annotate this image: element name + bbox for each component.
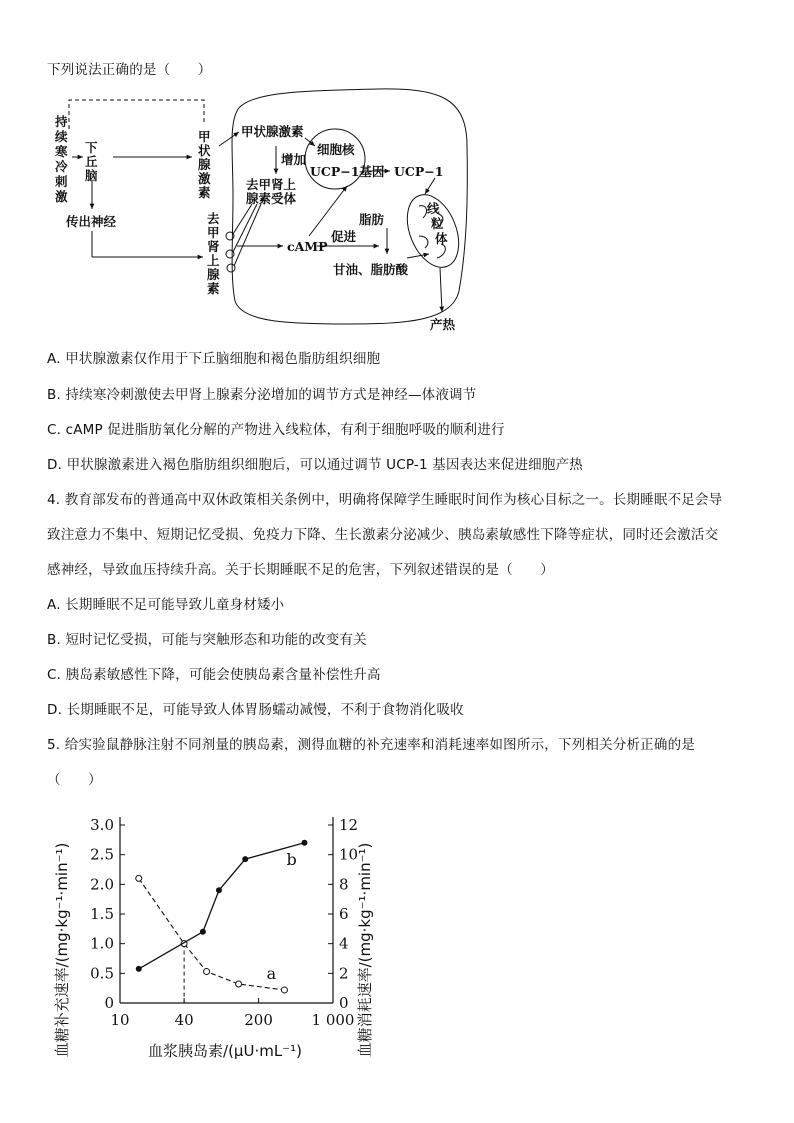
- thyroid-hormone-char: 状: [198, 143, 211, 158]
- stimulus-char: 续: [55, 129, 68, 144]
- q4-stem-line: 感神经，导致血压持续升高。关于长期睡眠不足的危害，下列叙述错误的是（ ）: [47, 562, 554, 578]
- q5-stem-line: （ ）: [47, 772, 102, 788]
- series-b-point: [216, 887, 222, 893]
- y2-tick-label: 6: [339, 905, 349, 923]
- mito-char: 线: [427, 201, 440, 216]
- q3-option-d: D. 甲状腺激素进入褐色脂肪组织细胞后，可以通过调节 UCP-1 基因表达来促进细胞产热: [47, 457, 583, 473]
- y2-tick-label: 0: [339, 994, 349, 1012]
- nucleus: [305, 129, 365, 189]
- norepinephrine-char: 去: [207, 211, 220, 226]
- stimulus-char: 激: [55, 189, 68, 204]
- series-a-point: [136, 875, 142, 881]
- series-b-point: [301, 840, 307, 846]
- receptor-label-1: 去甲肾上: [246, 177, 297, 192]
- series-a-point: [281, 987, 287, 993]
- q4-stem-line: 4. 教育部发布的普通高中双休政策相关条例中，明确将保障学生睡眠时间作为核心目标之一。长期睡眠不足会导: [47, 492, 723, 508]
- series-b-label: b: [286, 849, 297, 869]
- thyroid-hormone-char: 素: [198, 185, 211, 200]
- increase-label: 增加: [281, 152, 307, 167]
- nucleus-label: 细胞核: [317, 142, 355, 157]
- stimulus-char: 冷: [55, 159, 68, 174]
- insulin-glucose-chart: [45, 800, 385, 1080]
- stimulus-char: 持: [55, 114, 68, 129]
- y-tick-label: 1.0: [90, 934, 114, 953]
- series-b-point: [200, 929, 206, 935]
- series-b-point: [242, 856, 248, 862]
- x-tick-label: 200: [244, 1011, 273, 1029]
- q3-option-a: A. 甲状腺激素仅作用于下丘脑细胞和褐色脂肪组织细胞: [47, 351, 381, 367]
- y-tick-label: 0: [104, 994, 114, 1012]
- q3-option-b: B. 持续寒冷刺激使去甲肾上腺素分泌增加的调节方式是神经—体液调节: [47, 387, 477, 403]
- y-tick-label: 3.0: [90, 816, 114, 834]
- y2-tick-label: 8: [339, 875, 349, 894]
- receptor-label-2: 腺素受体: [246, 191, 297, 206]
- hypothalamus-char: 脑: [85, 168, 98, 183]
- series-a-line: [139, 878, 285, 990]
- x-tick-label: 10: [110, 1011, 130, 1029]
- q4-stem-line: 致注意力不集中、短期记忆受损、免疫力下降、生长激素分泌减少、胰岛素敏感性下降等症状，同时还会激活交: [47, 527, 719, 543]
- series-a-point: [204, 969, 210, 975]
- q3-stem: 下列说法正确的是（ ）: [47, 62, 212, 78]
- ucp-gene-label: UCP−1基因: [310, 164, 385, 179]
- thyroid-hormone-char: 甲: [198, 129, 211, 144]
- y2-axis-label: 血糖消耗速率/(mg·kg⁻¹·min⁻¹): [356, 842, 374, 1058]
- camp-label: cAMP: [287, 239, 328, 254]
- q3-diagram: [47, 86, 487, 336]
- q4-option-d: D. 长期睡眠不足，可能导致人体胃肠蠕动减慢，不利于食物消化吸收: [47, 702, 464, 718]
- q4-option-c: C. 胰岛素敏感性下降，可能会使胰岛素含量补偿性升高: [47, 667, 381, 683]
- ucp-protein-label: UCP−1: [394, 164, 444, 179]
- stimulus-char: 刺: [55, 174, 68, 189]
- y2-tick-label: 12: [339, 816, 359, 834]
- y-tick-label: 1.5: [90, 905, 114, 923]
- q4-option-b: B. 短时记忆受损，可能与突触形态和功能的改变有关: [47, 632, 367, 648]
- y-axis-label: 血糖补充速率/(mg·kg⁻¹·min⁻¹): [53, 842, 71, 1058]
- stimulus-char: 寒: [55, 144, 68, 159]
- y2-tick-label: 4: [339, 934, 349, 953]
- x-axis-label: 血浆胰岛素/(μU·mL⁻¹): [148, 1042, 302, 1060]
- norepinephrine-char: 素: [207, 281, 220, 296]
- y-tick-label: 2.0: [90, 875, 114, 894]
- efferent-nerve-label: 传出神经: [66, 214, 117, 229]
- promote-label: 促进: [331, 229, 357, 244]
- series-a-label: a: [266, 964, 277, 984]
- mito-char: 体: [435, 231, 448, 246]
- series-b-point: [136, 966, 142, 972]
- y-tick-label: 2.5: [90, 845, 114, 864]
- norepinephrine-char: 腺: [207, 267, 220, 282]
- norepinephrine-char: 甲: [207, 225, 220, 240]
- hypothalamus-char: 丘: [85, 154, 98, 169]
- products-label: 甘油、脂肪酸: [333, 262, 409, 277]
- y2-tick-label: 10: [339, 845, 359, 864]
- x-tick-label: 40: [174, 1011, 194, 1029]
- heat-label: 产热: [430, 317, 456, 332]
- thyroid-hormone-char: 激: [198, 171, 211, 186]
- q3-option-c: C. cAMP 促进脂肪氧化分解的产物进入线粒体，有利于细胞呼吸的顺利进行: [47, 422, 505, 438]
- q4-option-a: A. 长期睡眠不足可能导致儿童身材矮小: [47, 597, 285, 613]
- hypothalamus-char: 下: [85, 140, 98, 155]
- thyroid-hormone-label: 甲状腺激素: [241, 124, 304, 139]
- q5-stem-line: 5. 给实验鼠静脉注射不同剂量的胰岛素，测得血糖的补充速率和消耗速率如图所示，下列相关分析正确的是: [47, 737, 695, 753]
- fat-label: 脂肪: [359, 212, 385, 227]
- x-tick-label: 1 000: [311, 1011, 355, 1029]
- series-a-point: [236, 981, 242, 987]
- mito-char: 粒: [431, 216, 444, 231]
- thyroid-hormone-char: 腺: [198, 157, 211, 172]
- norepinephrine-char: 上: [207, 253, 220, 268]
- y-tick-label: 0.5: [90, 964, 114, 983]
- series-b-line: [139, 843, 305, 969]
- norepinephrine-char: 肾: [207, 239, 220, 254]
- y2-tick-label: 2: [339, 964, 349, 983]
